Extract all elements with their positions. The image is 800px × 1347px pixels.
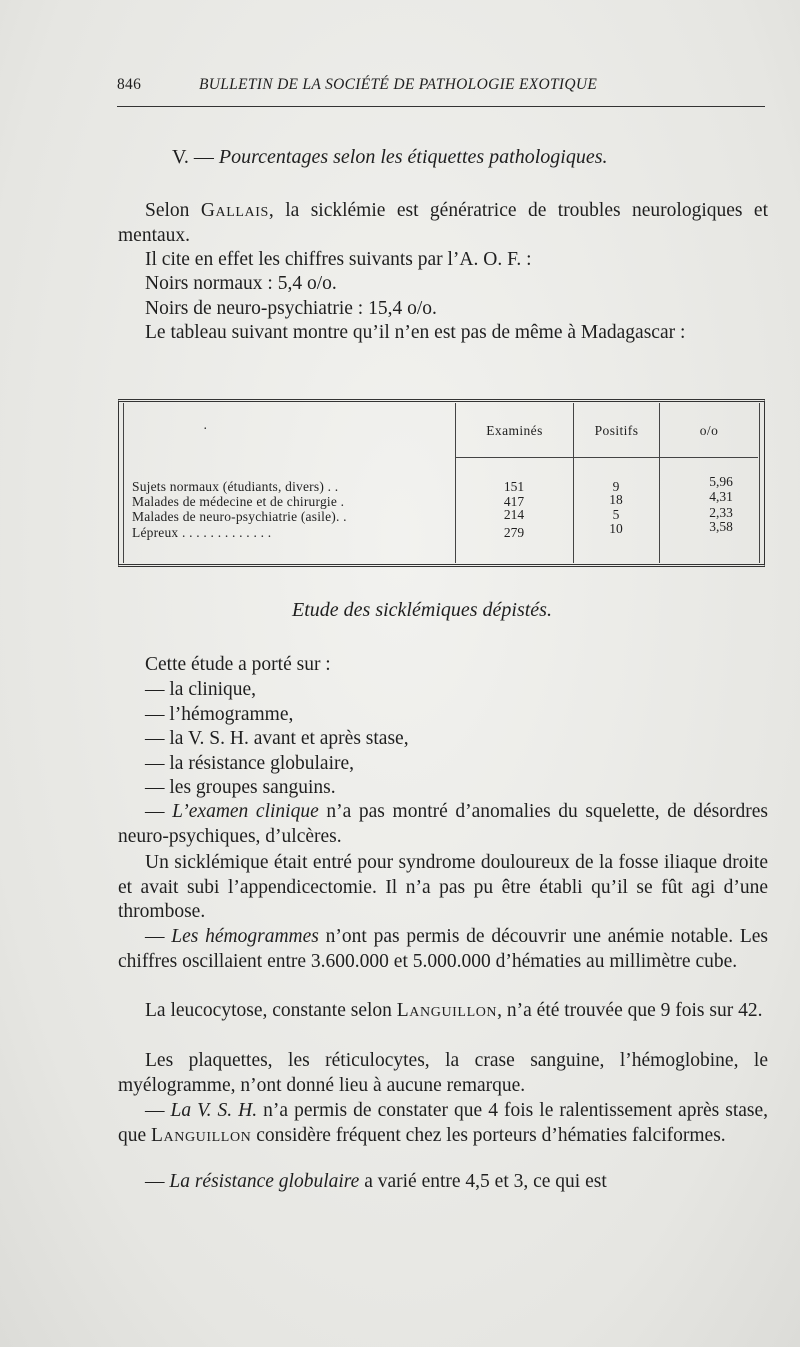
table-cell-examines: 279 — [503, 525, 525, 540]
author-name: Gallais — [200, 200, 269, 221]
text-span: n’ont pas permis de découvrir une anémie notable. Les chiffres oscillaient entre 3.600.000 et 5.000.000 d’hématies au millimètre cube. — [118, 926, 769, 972]
table-row-label: Malades de médecine et de chirurgie . — [132, 494, 345, 509]
term-examen-clinique: L’examen clinique — [172, 801, 319, 822]
journal-title: BULLETIN DE LA SOCIÉTÉ DE PATHOLOGIE EXOTIQUE — [199, 76, 598, 93]
term-vsh: La V. S. H. — [170, 1100, 258, 1121]
table-header-rule — [456, 457, 573, 458]
line-tableau-intro: Le tableau suivant montre qu’il n’en est pas de même à Madagascar : — [145, 322, 686, 343]
column-header-positifs: Positifs — [594, 423, 639, 438]
paragraph-resistance — [118, 1170, 768, 1195]
dash: — — [145, 1171, 170, 1192]
text-span: considère fréquent chez les porteurs d’hématies falciformes. — [251, 1124, 726, 1146]
subheading: Etude des sicklémiques dépistés. — [292, 599, 552, 621]
list-item: — la résistance globulaire, — [145, 753, 355, 774]
table-row-label: Sujets normaux (étudiants, divers) . . — [132, 479, 339, 494]
dash: — — [145, 926, 172, 947]
list-item: — la V. S. H. avant et après stase, — [145, 728, 409, 749]
text-span: , la sicklémie est génératrice de troubles neurologiques et mentaux. — [118, 200, 768, 246]
table-cell-positifs: 9 — [612, 479, 620, 494]
table-cell-positifs: 18 — [609, 492, 623, 507]
author-name: Languillon — [151, 1124, 252, 1146]
text-span: , n’a été trouvée que 9 fois sur 42. — [497, 1000, 763, 1021]
table-cell-pct: 3,58 — [709, 519, 733, 534]
line-noirs-neuro: Noirs de neuro-psychiatrie : 15,4 o/o. — [145, 298, 437, 319]
column-header-examines: Examinés — [486, 423, 543, 438]
table-row-label: Lépreux . . . . . . . . . . . . . — [132, 525, 272, 540]
section-heading — [172, 146, 608, 169]
list-item: — la clinique, — [145, 679, 257, 700]
table-cell-examines: 417 — [503, 494, 525, 509]
table-header-rule — [574, 457, 659, 458]
table-cell-pct: 2,33 — [709, 505, 733, 520]
corner-mark: · — [203, 421, 208, 436]
dash: — — [145, 1100, 171, 1121]
dash: — — [145, 801, 173, 822]
table-inner-border — [759, 403, 760, 563]
column-header-pct: o/o — [699, 423, 719, 438]
paragraph-appendicectomie: Un sicklémique était entré pour syndrome douloureux de la fosse iliaque droite et avait subi l’appendicectomie. Il n’a pas pu être établi qu’il se fût agi d’une thrombose. — [118, 852, 768, 922]
table-cell-examines: 214 — [503, 507, 525, 522]
text-span: La leucocytose, constante selon — [145, 1000, 397, 1021]
section-number: V. — — [172, 146, 214, 168]
table-header-rule — [660, 457, 758, 458]
paragraph-leucocytose — [118, 999, 768, 1024]
paragraph-hemogrammes — [118, 925, 768, 974]
text-span: n’a pas montré d’anomalies du squelette, de désordres neuro-psychiques, d’ulcères. — [118, 801, 769, 847]
table-cell-pct: 5,96 — [709, 474, 733, 489]
table-cell-examines: 151 — [503, 479, 525, 494]
table-cell-pct: 4,31 — [709, 489, 733, 504]
text-span: Selon — [145, 200, 201, 221]
paragraph-vsh — [118, 1099, 768, 1148]
text-span: a varié entre 4,5 et 3, ce qui est — [359, 1171, 607, 1192]
list-item: — les groupes sanguins. — [145, 777, 336, 798]
paragraph-gallais — [118, 199, 768, 248]
table-inner-border — [123, 403, 124, 563]
term-hemogrammes: Les hémogrammes — [171, 926, 319, 947]
line-noirs-normaux: Noirs normaux : 5,4 o/o. — [145, 273, 337, 294]
data-table — [118, 399, 765, 567]
section-title: Pourcentages selon les étiquettes pathologiques. — [218, 146, 608, 168]
table-cell-positifs: 5 — [612, 507, 620, 522]
table-row-label: Malades de neuro-psychiatrie (asile). . — [132, 509, 347, 524]
list-item: — l’hémogramme, — [145, 704, 294, 725]
paragraph-clinique — [118, 800, 768, 849]
term-resistance-globulaire: La résistance globulaire — [169, 1171, 360, 1192]
table-cell-positifs: 10 — [609, 521, 623, 536]
header-rule — [117, 106, 765, 107]
author-name: Languillon — [396, 1000, 498, 1021]
text-span: n’a permis de constater que 4 fois le ralentissement après stase, que — [118, 1100, 769, 1146]
page-number: 846 — [117, 76, 142, 93]
line-aof: Il cite en effet les chiffres suivants par l’A. O. F. : — [145, 249, 532, 270]
study-intro: Cette étude a porté sur : — [145, 654, 331, 675]
paragraph-plaquettes: Les plaquettes, les réticulocytes, la crase sanguine, l’hémoglobine, le myélogramme, n’ont donné lieu à aucune remarque. — [118, 1050, 768, 1096]
